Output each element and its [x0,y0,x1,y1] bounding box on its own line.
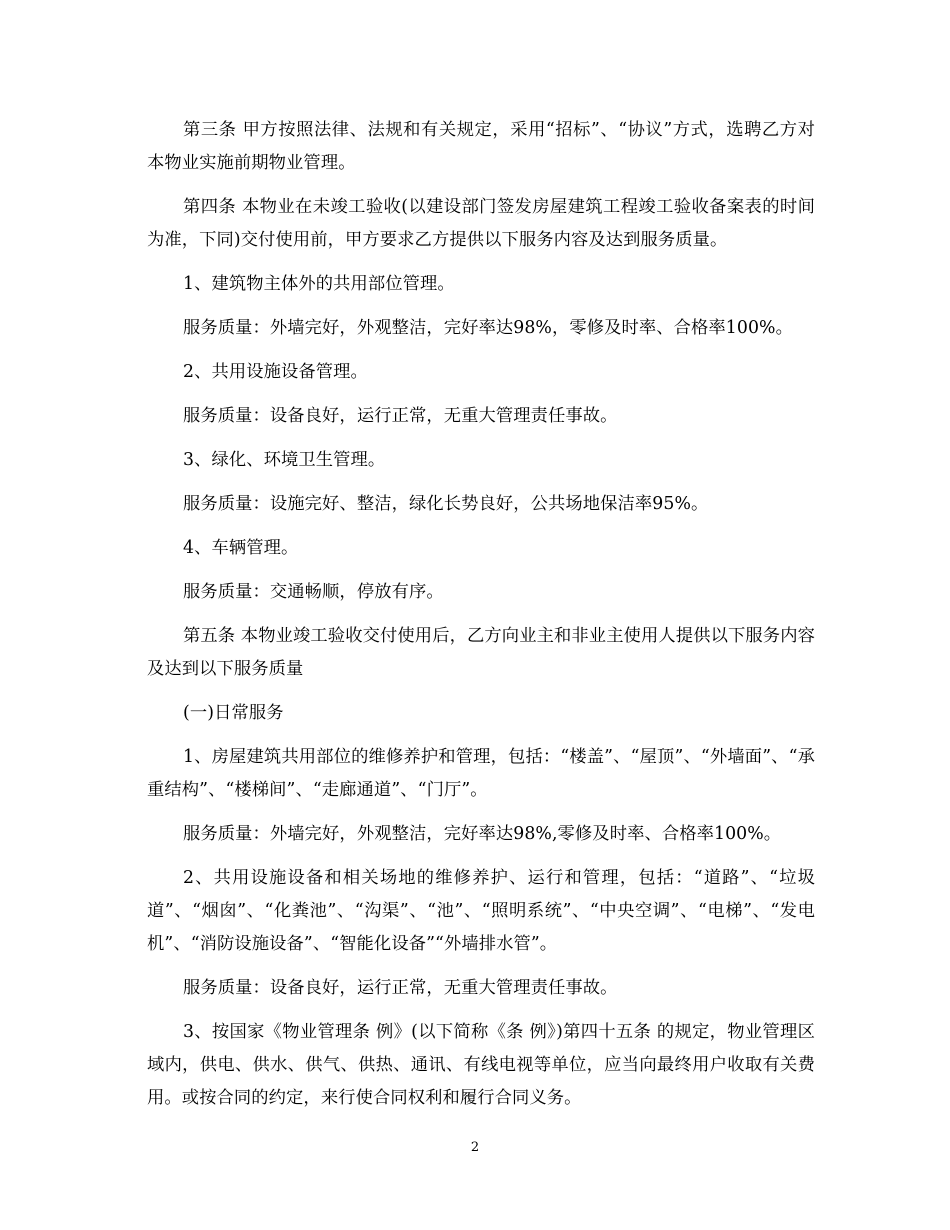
paragraph-article-4: 第四条 本物业在未竣工验收(以建设部门签发房屋建筑工程竣工验收备案表的时间为准，下同)交付使用前，甲方要求乙方提供以下服务内容及达到服务质量。 [147,197,815,250]
paragraph-service-quality-4: 服务质量：交通畅顺，停放有序。 [183,582,444,602]
paragraph-item-2-facilities: 2、共用设施设备管理。 [183,362,368,382]
paragraph-item-1-building-exterior: 1、建筑物主体外的共用部位管理。 [183,274,455,294]
paragraph-service-quality-3: 服务质量：设施完好、整洁，绿化长势良好，公共场地保洁率95%。 [183,494,709,514]
paragraph-daily-item-3: 3、按国家《物业管理条 例》(以下简称《条 例》)第四十五条 的规定，物业管理区域内，供电、供水、供气、供热、通讯、有线电视等单位，应当向最终用户收取有关费用。或按合同的约定，来行使合同权利和履行合同义务。 [147,1022,815,1108]
document-body [147,114,815,1126]
paragraph-service-quality-1: 服务质量：外墙完好，外观整洁，完好率达98%，零修及时率、合格率100%。 [183,318,793,338]
paragraph-article-3: 第三条 甲方按照法律、法规和有关规定，采用“招标”、“协议”方式，选聘乙方对本物业实施前期物业管理。 [147,120,815,173]
paragraph-article-5: 第五条 本物业竣工验收交付使用后，乙方向业主和非业主使用人提供以下服务内容及达到以下服务质量 [147,626,815,679]
paragraph-daily-item-2: 2、共用设施设备和相关场地的维修养护、运行和管理，包括：“道路”、“垃圾道”、“烟囱”、“化粪池”、“沟渠”、“池”、“照明系统”、“中央空调”、“电梯”、“发电机”、“消防设施设备”、“智能化设备”“外墙排水管”。 [147,868,815,954]
paragraph-daily-service-quality-2: 服务质量：设备良好，运行正常，无重大管理责任事故。 [183,978,618,998]
paragraph-daily-item-1: 1、房屋建筑共用部位的维修养护和管理，包括：“楼盖”、“屋顶”、“外墙面”、“承重结构”、“楼梯间”、“走廊通道”、“门厅”。 [147,747,815,800]
paragraph-item-4-vehicles: 4、车辆管理。 [183,538,299,558]
page-number: 2 [470,1140,480,1155]
paragraph-item-3-greening: 3、绿化、环境卫生管理。 [183,450,386,470]
paragraph-daily-service-quality-1: 服务质量：外墙完好，外观整洁，完好率达98%,零修及时率、合格率100%。 [183,824,782,844]
paragraph-service-quality-2: 服务质量：设备良好，运行正常，无重大管理责任事故。 [183,406,618,426]
paragraph-section-daily-services: (一)日常服务 [183,703,284,723]
